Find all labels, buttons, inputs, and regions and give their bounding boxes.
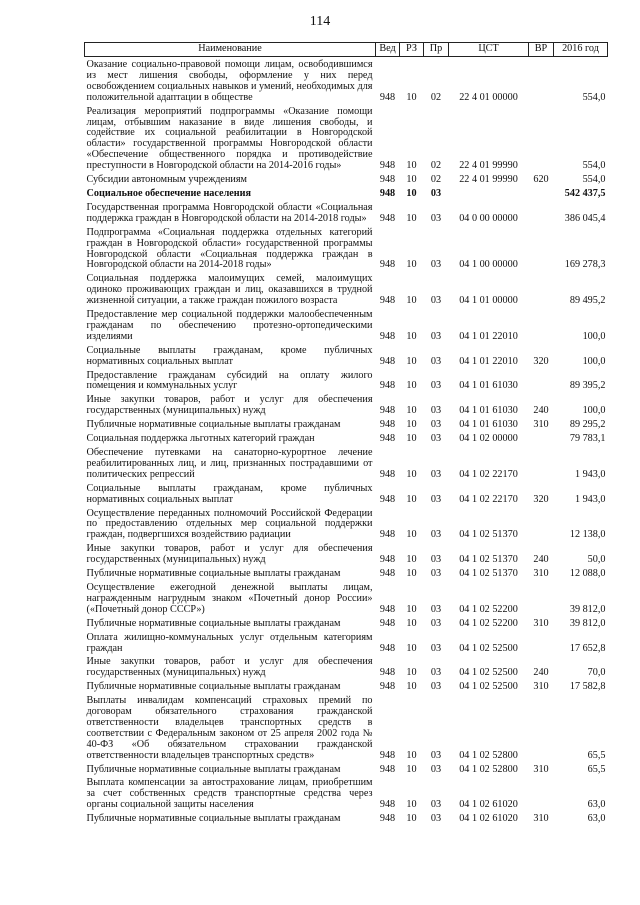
cell-name: Подпрограмма «Социальная поддержка отдельных категорий граждан в Новгородской области» государственной программы Новгородской области «Социальная поддержка граждан в Новгородской области на 2014-2018 годы»: [86, 226, 373, 271]
cell-cst: 04 1 02 51370: [459, 568, 518, 580]
cell-pr: 03: [430, 295, 442, 307]
cell-name: Публичные нормативные социальные выплаты гражданам: [86, 813, 341, 825]
cell-vr: [529, 368, 554, 393]
table-row: [85, 172, 608, 186]
cell-ved: 948: [379, 667, 396, 679]
cell-name: Публичные нормативные социальные выплаты гражданам: [86, 681, 341, 693]
cell-ved: 948: [379, 405, 396, 417]
cell-cst: 22 4 01 00000: [459, 91, 518, 103]
cell-name: Предоставление мер социальной поддержки малообеспеченным гражданам по обеспечению протезно-ортопедическими изделиями: [86, 309, 373, 342]
table-body: [85, 57, 608, 826]
cell-cst: 04 1 02 00000: [459, 433, 518, 445]
cell-vr: 310: [533, 617, 549, 629]
cell-cst: 04 1 02 61020: [459, 813, 518, 825]
cell-ved: 948: [379, 529, 396, 541]
cell-sum: 65,5: [587, 749, 606, 761]
cell-cst: 04 1 02 22170: [459, 493, 518, 505]
cell-ved: 948: [379, 212, 396, 224]
cell-name: Предоставление гражданам субсидий на оплату жилого помещения и коммунальных услуг: [86, 369, 373, 392]
cell-pr: 03: [430, 667, 442, 679]
cell-rz: 10: [406, 380, 417, 392]
cell-rz: 10: [406, 603, 417, 615]
cell-rz: 10: [406, 667, 417, 679]
cell-sum: 554,0: [582, 91, 606, 103]
cell-pr: 03: [430, 529, 442, 541]
table-row: [85, 343, 608, 368]
cell-ved: 948: [379, 433, 396, 445]
cell-name: Публичные нормативные социальные выплаты гражданам: [86, 419, 341, 431]
cell-ved: 948: [379, 642, 396, 654]
cell-vr: 320: [533, 355, 549, 367]
cell-ved: 948: [379, 681, 396, 693]
cell-sum: 63,0: [587, 799, 606, 811]
cell-cst: 04 1 02 52200: [459, 603, 518, 615]
cell-ved: 948: [379, 554, 396, 566]
table-row: [85, 431, 608, 445]
cell-name: Осуществление ежегодной денежной выплаты лицам, награжденным нагрудным знаком «Почетный донор России» («Почетный донор СССР»): [86, 581, 373, 615]
cell-vr: 310: [533, 681, 549, 693]
cell-ved: 948: [379, 568, 396, 580]
cell-pr: 03: [430, 603, 442, 615]
cell-rz: 10: [406, 405, 417, 417]
cell-ved: 948: [379, 187, 396, 199]
cell-cst: 22 4 01 99990: [459, 174, 518, 186]
cell-vr: [529, 104, 554, 172]
cell-vr: [529, 200, 554, 225]
cell-vr: [529, 225, 554, 272]
cell-vr: [529, 775, 554, 811]
cell-rz: 10: [406, 642, 417, 654]
cell-rz: 10: [406, 799, 417, 811]
cell-ved: 948: [379, 468, 396, 480]
cell-rz: 10: [406, 529, 417, 541]
column-header-vr: ВР: [529, 43, 554, 57]
table-row: [85, 307, 608, 343]
cell-sum: 100,0: [582, 355, 606, 367]
table-row: [85, 630, 608, 655]
table-row: [85, 679, 608, 693]
table-row: [85, 811, 608, 825]
column-header-sum: 2016 год: [554, 43, 608, 57]
cell-cst: 04 1 02 52800: [459, 763, 518, 775]
cell-pr: 03: [430, 813, 442, 825]
cell-sum: 1 943,0: [574, 468, 606, 480]
column-header-rz: РЗ: [400, 43, 424, 57]
cell-sum: 169 278,3: [564, 259, 606, 271]
column-header-cst: ЦСТ: [449, 43, 529, 57]
cell-sum: 39 812,0: [569, 617, 606, 629]
cell-name: Оказание социально-правовой помощи лицам, освободившимся из мест лишения свободы, оформление у них перед освобождением социальных навыков и умений, необходимых для положительной адаптации в обществе: [86, 59, 373, 103]
cell-pr: 03: [430, 749, 442, 761]
cell-name: Субсидии автономным учреждениям: [86, 174, 247, 186]
cell-pr: 03: [430, 405, 442, 417]
cell-pr: 03: [430, 642, 442, 654]
cell-pr: 03: [430, 763, 442, 775]
table-row: [85, 271, 608, 307]
cell-pr: 03: [430, 799, 442, 811]
cell-pr: 03: [430, 568, 442, 580]
cell-vr: 310: [533, 419, 549, 431]
cell-ved: 948: [379, 813, 396, 825]
table-row: [85, 104, 608, 172]
cell-ved: 948: [379, 603, 396, 615]
column-header-name: Наименование: [85, 43, 376, 57]
table-row: [85, 566, 608, 580]
cell-cst: 04 1 01 61030: [459, 419, 518, 431]
table-row: [85, 445, 608, 481]
cell-rz: 10: [406, 763, 417, 775]
cell-ved: 948: [379, 91, 396, 103]
cell-sum: 100,0: [582, 405, 606, 417]
table-row: [85, 654, 608, 679]
cell-rz: 10: [406, 91, 417, 103]
cell-ved: 948: [379, 174, 396, 186]
cell-cst: 04 1 01 22010: [459, 330, 518, 342]
cell-ved: 948: [379, 330, 396, 342]
table-row: [85, 417, 608, 431]
cell-name: Публичные нормативные социальные выплаты гражданам: [86, 763, 341, 775]
cell-ved: 948: [379, 493, 396, 505]
cell-vr: 240: [533, 554, 549, 566]
cell-sum: 12 088,0: [569, 568, 606, 580]
cell-sum: 542 437,5: [564, 187, 606, 199]
table-row: [85, 775, 608, 811]
cell-rz: 10: [406, 419, 417, 431]
cell-vr: [529, 445, 554, 481]
cell-pr: 03: [430, 433, 442, 445]
cell-pr: 02: [430, 91, 442, 103]
cell-name: Иные закупки товаров, работ и услуг для обеспечения государственных (муниципальных) нужд: [86, 543, 373, 566]
cell-name: Социальное обеспечение населения: [86, 187, 252, 199]
cell-ved: 948: [379, 355, 396, 367]
table-row: [85, 225, 608, 272]
cell-sum: 65,5: [587, 763, 606, 775]
cell-ved: 948: [379, 749, 396, 761]
cell-sum: 100,0: [582, 330, 606, 342]
cell-pr: 03: [430, 259, 442, 271]
cell-rz: 10: [406, 355, 417, 367]
cell-vr: [529, 431, 554, 445]
cell-vr: [529, 186, 554, 200]
cell-ved: 948: [379, 295, 396, 307]
cell-vr: 240: [533, 667, 549, 679]
cell-ved: 948: [379, 799, 396, 811]
cell-cst: 04 1 02 52800: [459, 749, 518, 761]
cell-pr: 03: [430, 493, 442, 505]
cell-rz: 10: [406, 554, 417, 566]
cell-sum: 89 495,2: [569, 295, 606, 307]
cell-name: Публичные нормативные социальные выплаты гражданам: [86, 568, 341, 580]
cell-sum: 79 783,1: [569, 433, 606, 445]
cell-cst: 04 1 02 52500: [459, 667, 518, 679]
cell-sum: 1 943,0: [574, 493, 606, 505]
cell-pr: 03: [430, 681, 442, 693]
cell-name: Выплата компенсации за автострахование лицам, приобретшим за счет собственных средств транспортные средства через органы социальной защиты населения: [86, 777, 373, 811]
cell-pr: 03: [430, 212, 442, 224]
cell-pr: 03: [430, 380, 442, 392]
cell-rz: 10: [406, 493, 417, 505]
cell-pr: 03: [430, 355, 442, 367]
cell-rz: 10: [406, 330, 417, 342]
cell-name: Осуществление переданных полномочий Российской Федерации по предоставлению отдельных мер социальной поддержки граждан, подвергшихся воздействию радиации: [86, 507, 373, 541]
table-row: [85, 368, 608, 393]
cell-cst: 22 4 01 99990: [459, 160, 518, 172]
cell-rz: 10: [406, 259, 417, 271]
cell-cst: 04 1 02 52200: [459, 617, 518, 629]
cell-sum: 89 395,2: [569, 380, 606, 392]
cell-cst: 04 1 01 00000: [459, 295, 518, 307]
cell-name: Социальные выплаты гражданам, кроме публичных нормативных социальных выплат: [86, 344, 373, 367]
cell-cst: 04 1 02 52500: [459, 642, 518, 654]
cell-rz: 10: [406, 617, 417, 629]
cell-cst: [449, 186, 529, 200]
cell-vr: [529, 693, 554, 761]
cell-vr: [529, 630, 554, 655]
cell-rz: 10: [406, 749, 417, 761]
cell-name: Иные закупки товаров, работ и услуг для обеспечения государственных (муниципальных) нужд: [86, 394, 373, 417]
column-header-pr: Пр: [424, 43, 449, 57]
cell-vr: 310: [533, 568, 549, 580]
cell-rz: 10: [406, 468, 417, 480]
cell-sum: 39 812,0: [569, 603, 606, 615]
table-header: [85, 43, 608, 57]
table-row: [85, 392, 608, 417]
cell-name: Реализация мероприятий подпрограммы «Оказание помощи лицам, отбывшим наказание в виде лишения свободы, и содействие их социальной реабилитации в Новгородской области» государственной программы Новгородской области «Обеспечение общественного порядка и противодействие преступности в Новгородской области на 2014-2016 годы»: [86, 105, 373, 172]
cell-sum: 70,0: [587, 667, 606, 679]
cell-cst: 04 1 02 52500: [459, 681, 518, 693]
cell-cst: 04 0 00 00000: [459, 212, 518, 224]
cell-sum: 17 582,8: [569, 681, 606, 693]
cell-cst: 04 1 00 00000: [459, 259, 518, 271]
cell-cst: 04 1 02 51370: [459, 554, 518, 566]
cell-ved: 948: [379, 617, 396, 629]
cell-vr: 240: [533, 405, 549, 417]
column-header-ved: Вед: [376, 43, 400, 57]
cell-rz: 10: [406, 187, 417, 199]
cell-sum: 17 652,8: [569, 642, 606, 654]
cell-pr: 02: [430, 160, 442, 172]
cell-pr: 03: [430, 419, 442, 431]
cell-pr: 03: [430, 617, 442, 629]
table-row: [85, 762, 608, 776]
cell-rz: 10: [406, 433, 417, 445]
cell-ved: 948: [379, 160, 396, 172]
cell-cst: 04 1 02 61020: [459, 799, 518, 811]
cell-pr: 03: [430, 187, 442, 199]
cell-name: Оплата жилищно-коммунальных услуг отдельным категориям граждан: [86, 631, 373, 654]
cell-sum: 554,0: [582, 160, 606, 172]
cell-ved: 948: [379, 763, 396, 775]
cell-vr: [529, 506, 554, 542]
cell-vr: [529, 307, 554, 343]
cell-name: Выплаты инвалидам компенсаций страховых премий по договорам обязательного страхования гражданской ответственности владельцев транспортных средств в соответствии с Федеральным законом от 25 апреля 2002 года № 40-ФЗ «Об обязательном страховании гражданской ответственности владельцев транспортных средств»: [86, 695, 373, 761]
cell-rz: 10: [406, 568, 417, 580]
cell-cst: 04 1 01 61030: [459, 405, 518, 417]
cell-name: Социальная поддержка малоимущих семей, малоимущих одиноко проживающих граждан и лиц, оказавшихся в трудной жизненной ситуации, а также граждан пожилого возраста: [86, 273, 373, 307]
cell-pr: 02: [430, 174, 442, 186]
cell-cst: 04 1 01 61030: [459, 380, 518, 392]
cell-ved: 948: [379, 259, 396, 271]
cell-rz: 10: [406, 212, 417, 224]
table-row: [85, 616, 608, 630]
table-row: [85, 57, 608, 104]
cell-rz: 10: [406, 295, 417, 307]
cell-cst: 04 1 02 51370: [459, 529, 518, 541]
cell-sum: 386 045,4: [564, 212, 606, 224]
cell-name: Иные закупки товаров, работ и услуг для обеспечения государственных (муниципальных) нужд: [86, 656, 373, 679]
page-number: 114: [309, 14, 331, 29]
cell-name: Социальная поддержка льготных категорий граждан: [86, 433, 315, 445]
cell-sum: 89 295,2: [569, 419, 606, 431]
cell-vr: [529, 57, 554, 104]
budget-table: [84, 42, 608, 825]
table-row: [85, 580, 608, 616]
cell-vr: [529, 271, 554, 307]
cell-name: Социальные выплаты гражданам, кроме публичных нормативных социальных выплат: [86, 482, 373, 505]
cell-pr: 03: [430, 468, 442, 480]
cell-name: Обеспечение путевками на санаторно-курортное лечение реабилитированных лиц, и лиц, признанных пострадавшими от политических репрессий: [86, 447, 373, 480]
cell-ved: 948: [379, 380, 396, 392]
cell-pr: 03: [430, 554, 442, 566]
cell-vr: 320: [533, 493, 549, 505]
cell-name: Публичные нормативные социальные выплаты гражданам: [86, 617, 341, 629]
table-row: [85, 186, 608, 200]
cell-pr: 03: [430, 330, 442, 342]
cell-sum: 63,0: [587, 813, 606, 825]
cell-vr: [529, 580, 554, 616]
cell-cst: 04 1 01 22010: [459, 355, 518, 367]
cell-sum: 12 138,0: [569, 529, 606, 541]
cell-rz: 10: [406, 681, 417, 693]
cell-vr: 620: [533, 174, 549, 186]
table-row: [85, 693, 608, 761]
table-row: [85, 541, 608, 566]
cell-rz: 10: [406, 813, 417, 825]
table-row: [85, 506, 608, 542]
cell-rz: 10: [406, 174, 417, 186]
cell-sum: 554,0: [582, 174, 606, 186]
cell-sum: 50,0: [587, 554, 606, 566]
cell-vr: 310: [533, 763, 549, 775]
cell-vr: 310: [533, 813, 549, 825]
cell-cst: 04 1 02 22170: [459, 468, 518, 480]
cell-ved: 948: [379, 419, 396, 431]
table-row: [85, 200, 608, 225]
table-row: [85, 481, 608, 506]
cell-rz: 10: [406, 160, 417, 172]
cell-name: Государственная программа Новгородской области «Социальная поддержка граждан в Новгородской области на 2014-2018 годы»: [86, 201, 373, 224]
